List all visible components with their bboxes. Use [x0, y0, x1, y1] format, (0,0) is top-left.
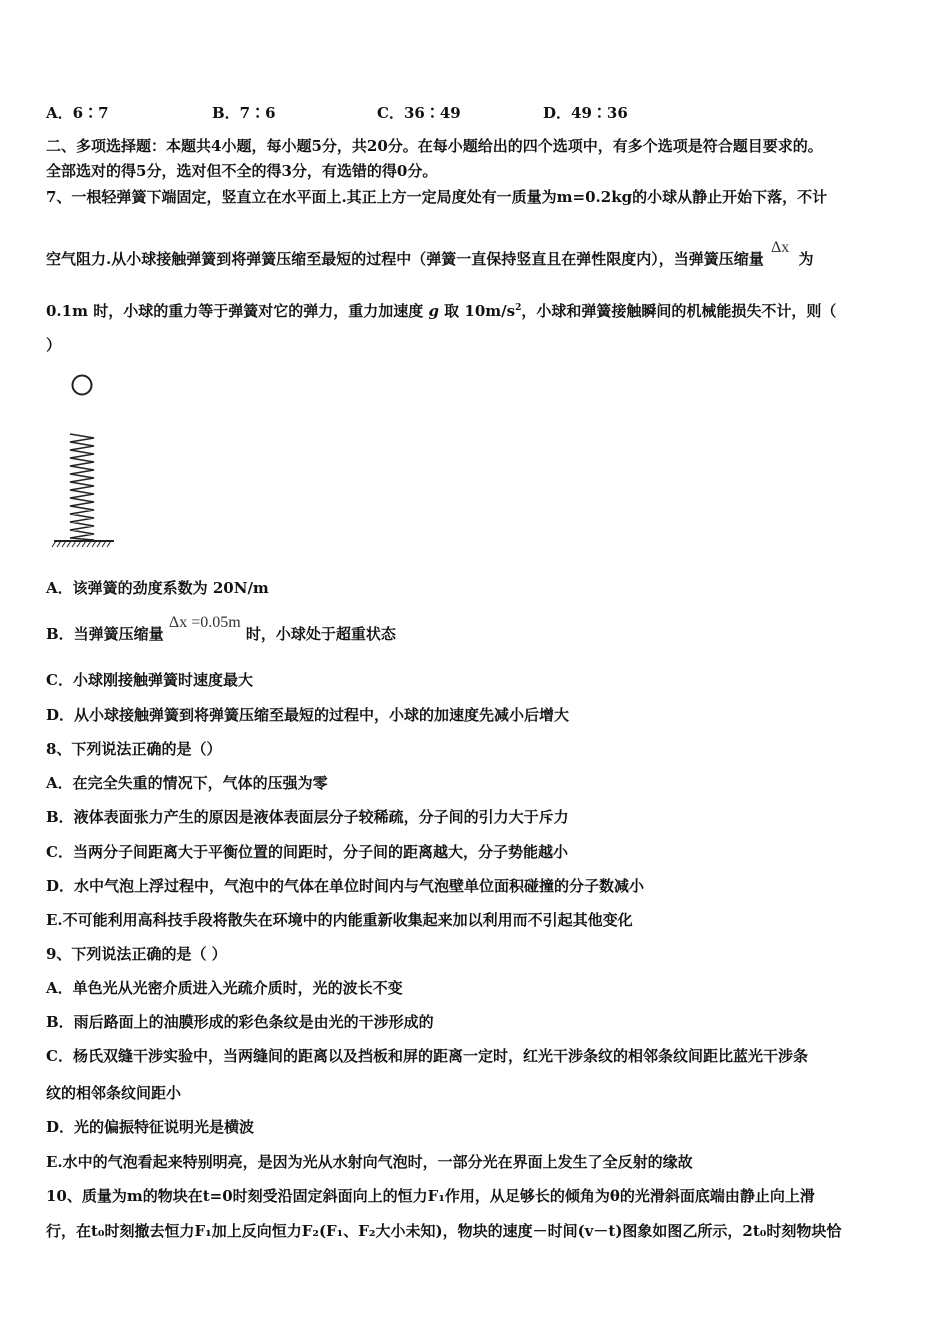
q7-option-b-text-b: 时，小球处于超重状态 [245, 625, 396, 643]
q8-option-d: D．水中气泡上浮过程中，气泡中的气体在单位时间内与气泡壁单位面积碰撞的分子数减小 [46, 877, 645, 895]
q6-option-d: D．49∶36 [543, 104, 628, 122]
q6-option-c: C．36∶49 [377, 104, 461, 122]
spring-ball-figure [50, 370, 130, 555]
compression-formula: Δx =0.05m [168, 614, 241, 631]
q6-option-a: A．6∶7 [46, 104, 109, 122]
squared-exponent: 2 [515, 303, 522, 313]
q8-option-e: E.不可能利用高科技手段将散失在环境中的内能重新收集起来加以利用而不引起其他变化 [46, 911, 633, 929]
ball-icon [73, 376, 92, 395]
q8-option-a: A．在完全失重的情况下，气体的压强为零 [46, 774, 328, 792]
q7-stem-line3 [46, 298, 906, 321]
q10-stem-line1: 10、质量为m的物块在t=0时刻受沿固定斜面向上的恒力F₁作用，从足够长的倾角为θ的光滑斜面底端由静止向上滑 [46, 1187, 815, 1205]
q9-option-d: D．光的偏振特征说明光是横波 [46, 1118, 255, 1136]
q9-option-b: B．雨后路面上的油膜形成的彩色条纹是由光的干涉形成的 [46, 1013, 434, 1031]
q8-stem: 8、下列说法正确的是（） [46, 740, 222, 758]
q9-option-e: E.水中的气泡看起来特别明亮，是因为光从水射向气泡时，一部分光在界面上发生了全反射的缘故 [46, 1153, 693, 1171]
q7-stem-line2-text: 空气阻力.从小球接触弹簧到将弹簧压缩至最短的过程中（弹簧一直保持竖直且在弹性限度内），当弹簧压缩量 [46, 250, 764, 268]
q7-option-a: A．该弹簧的劲度系数为 20N/m [46, 579, 269, 597]
q7-stem-line3-text-c: ，小球和弹簧接触瞬间的机械能损失不计，则（ [521, 302, 837, 320]
q9-option-c-line1: C．杨氏双缝干涉实验中，当两缝间的距离以及挡板和屏的距离一定时，红光干涉条纹的相邻条纹间距比蓝光干涉条 [46, 1047, 808, 1065]
q7-option-d: D．从小球接触弹簧到将弹簧压缩至最短的过程中，小球的加速度先减小后增大 [46, 706, 570, 724]
q8-option-c: C．当两分子间距离大于平衡位置的间距时，分子间的距离越大，分子势能越小 [46, 843, 568, 861]
q7-stem-line1: 7、一根轻弹簧下端固定，竖直立在水平面上.其正上方一定局度处有一质量为m=0.2kg的小球从静止开始下落，不计 [46, 188, 828, 206]
gravity-symbol: g [428, 302, 439, 320]
q8-option-b: B．液体表面张力产生的原因是液体表面层分子较稀疏，分子间的引力大于斥力 [46, 808, 569, 826]
q7-option-b-text-a: B．当弹簧压缩量 [46, 625, 164, 643]
section2-heading-line2: 全部选对的得5分，选对但不全的得3分，有选错的得0分。 [46, 162, 438, 180]
q7-stem-line3-text-a: 0.1m 时，小球的重力等于弹簧对它的弹力，重力加速度 [46, 302, 424, 320]
q9-option-a: A．单色光从光密介质进入光疏介质时，光的波长不变 [46, 979, 403, 997]
q7-stem-line2-end: 为 [798, 250, 814, 268]
delta-x-formula: Δx [770, 239, 790, 256]
q7-stem-line2 [46, 239, 906, 270]
section2-heading-line1: 二、多项选择题：本题共4小题，每小题5分，共20分。在每小题给出的四个选项中，有多个选项是符合题目要求的。 [46, 137, 823, 155]
q7-stem-line3-text-b: 取 10m/s [444, 302, 516, 320]
q7-option-b [46, 614, 906, 645]
q6-option-b: B．7∶6 [212, 104, 276, 122]
q9-option-c-line2: 纹的相邻条纹间距小 [46, 1084, 182, 1102]
q7-option-c: C．小球刚接触弹簧时速度最大 [46, 671, 253, 689]
q10-stem-line2: 行，在t₀时刻撤去恒力F₁加上反向恒力F₂(F₁、F₂大小未知)，物块的速度－时间(v－t)图象如图乙所示，2t₀时刻物块恰 [46, 1222, 842, 1240]
spring-icon [70, 434, 94, 540]
q9-stem: 9、下列说法正确的是（ ） [46, 945, 227, 963]
q7-stem-line4: ） [46, 336, 62, 354]
